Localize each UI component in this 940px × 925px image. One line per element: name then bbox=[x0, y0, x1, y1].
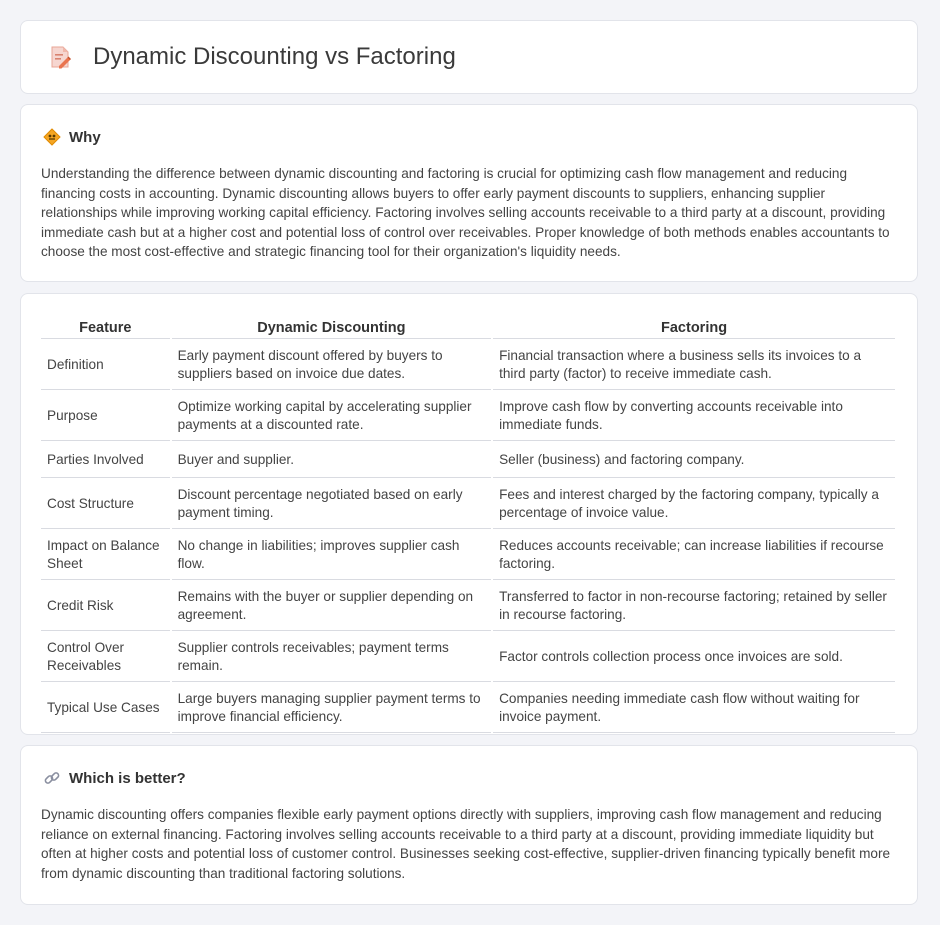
row-factoring: Factor controls collection process once invoices are sold. bbox=[493, 633, 895, 682]
comparison-section bbox=[20, 293, 918, 735]
why-section bbox=[20, 104, 918, 282]
row-dynamic-discounting: Optimize working capital by accelerating supplier payments at a discounted rate. bbox=[172, 392, 492, 441]
header-card bbox=[20, 20, 918, 94]
table-row bbox=[41, 341, 895, 390]
table-row bbox=[41, 531, 895, 580]
table-header-row bbox=[41, 318, 895, 339]
row-dynamic-discounting: Early payment discount offered by buyers to suppliers based on invoice due dates. bbox=[172, 341, 492, 390]
which-is-better-section bbox=[20, 745, 918, 905]
row-dynamic-discounting: Large buyers managing supplier payment terms to improve financial efficiency. bbox=[172, 684, 492, 733]
row-dynamic-discounting: Buyer and supplier. bbox=[172, 443, 492, 478]
row-feature: Control Over Receivables bbox=[41, 633, 170, 682]
header-feature: Feature bbox=[41, 318, 170, 339]
row-feature: Impact on Balance Sheet bbox=[41, 531, 170, 580]
table-row bbox=[41, 633, 895, 682]
comparison-table bbox=[39, 316, 897, 735]
table-row bbox=[41, 443, 895, 478]
row-dynamic-discounting: No change in liabilities; improves supplier cash flow. bbox=[172, 531, 492, 580]
row-factoring: Reduces accounts receivable; can increase liabilities if recourse factoring. bbox=[493, 531, 895, 580]
why-heading bbox=[43, 127, 897, 147]
diamond-sign-icon bbox=[43, 128, 61, 146]
row-feature: Credit Risk bbox=[41, 582, 170, 631]
row-feature: Cost Structure bbox=[41, 480, 170, 529]
row-dynamic-discounting: Supplier controls receivables; payment terms remain. bbox=[172, 633, 492, 682]
header-dynamic-discounting: Dynamic Discounting bbox=[172, 318, 492, 339]
row-factoring: Seller (business) and factoring company. bbox=[493, 443, 895, 478]
table-row bbox=[41, 684, 895, 733]
table-row bbox=[41, 392, 895, 441]
row-factoring: Financial transaction where a business sells its invoices to a third party (factor) to receive immediate cash. bbox=[493, 341, 895, 390]
better-heading bbox=[43, 768, 897, 788]
better-text: Dynamic discounting offers companies flexible early payment options directly with suppliers, improving cash flow management and reducing reliance on external financing. Factoring involves selling accounts receivable to a third party at a discount, providing immediate liquidity but often at higher costs and potential loss of customer control. Businesses seeking cost-effective, supplier-driven financing typically benefit more from dynamic discounting than traditional factoring solutions. bbox=[41, 807, 891, 881]
row-feature: Purpose bbox=[41, 392, 170, 441]
table-row bbox=[41, 582, 895, 631]
row-factoring: Companies needing immediate cash flow without waiting for invoice payment. bbox=[493, 684, 895, 733]
link-icon bbox=[43, 769, 61, 787]
row-feature: Typical Use Cases bbox=[41, 684, 170, 733]
table-row bbox=[41, 480, 895, 529]
header-factoring: Factoring bbox=[493, 318, 895, 339]
page-title: Dynamic Discounting vs Factoring bbox=[93, 43, 456, 70]
row-factoring: Transferred to factor in non-recourse factoring; retained by seller in recourse factoring. bbox=[493, 582, 895, 631]
document-edit-icon bbox=[47, 44, 73, 70]
row-factoring: Fees and interest charged by the factoring company, typically a percentage of invoice value. bbox=[493, 480, 895, 529]
row-feature: Definition bbox=[41, 341, 170, 390]
why-title: Why bbox=[69, 128, 101, 146]
row-feature: Parties Involved bbox=[41, 443, 170, 478]
row-dynamic-discounting: Remains with the buyer or supplier depending on agreement. bbox=[172, 582, 492, 631]
better-title: Which is better? bbox=[69, 769, 186, 787]
row-dynamic-discounting: Discount percentage negotiated based on early payment timing. bbox=[172, 480, 492, 529]
why-text: Understanding the difference between dynamic discounting and factoring is crucial for optimizing cash flow management and reducing financing costs in accounting. Dynamic discounting allows buyers to offer early payment discounts to suppliers, enhancing supplier relationships while improving working capital efficiency. Factoring involves selling accounts receivable to a third party at a discount, providing immediate cash but at a higher cost and potential loss of control over receivables. Proper knowledge of both methods enables accountants to choose the most cost-effective and strategic financing tool for their organization's liquidity needs. bbox=[41, 166, 890, 259]
row-factoring: Improve cash flow by converting accounts receivable into immediate funds. bbox=[493, 392, 895, 441]
